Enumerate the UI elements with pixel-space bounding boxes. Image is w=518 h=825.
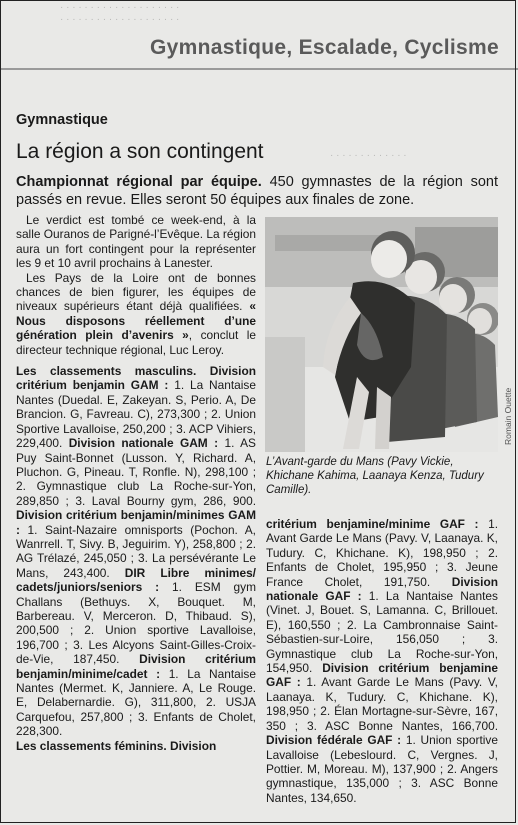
men-results-heading: Les classements masculins. (16, 364, 197, 379)
director-quote: « Nous disposons réellement d’une génération plein d’avenirs » (16, 299, 257, 343)
photo-caption: L’Avant-garde du Mans (Pavy Vickie, Khichane Kahima, Laanaya Kenza, Tudury Camille). (266, 456, 484, 496)
division-results: 1. Avant Garde Le Mans (Pavy. V, Laanaya. K, Tudury. C, Khichane. K), 198,950 ; 2. Élan Mortagne-sur-Sèvre, 167, 350 ; 3. ASC Bonne Nantes, 166,700. (266, 675, 498, 733)
division-label: DIR Libre minimes/ cadets/juniors/seniors : (16, 565, 256, 595)
division-results: 1. Avant Garde Le Mans (Pavy. V, Laanaya. K, Tudury. C, Khichane. K), 198,950 ; 2. Enfants de Cholet, 195,950 ; 3. Jeune France Cholet, 191,750. (266, 517, 498, 589)
division-label: Division (166, 738, 217, 753)
photo-credit: Romain Ouette (503, 387, 513, 445)
women-results-heading: Les classements féminins. (16, 738, 167, 753)
intro-text: 450 gymnastes de la région sont passés en revue. Elles seront 50 équipes aux finales de zone. (16, 174, 498, 208)
division-label: Division nationale GAM : (68, 436, 225, 451)
division-results: 1. AS Puy Saint-Bonnet (Lusson. Y, Richard. A, Pluchon. G, Pineau. T, Ronfle. N), 298,100 ; 2. Gymnastique club La Roche-sur-Yon, 289,850 ; 3. Laval Bourny gym, 286, 900. (16, 436, 256, 508)
division-label: critérium benjamine/minime GAF : (266, 517, 489, 531)
division-label: Division fédérale GAF : (266, 733, 406, 748)
division-results: 1. La Nantaise Nantes (Mermet. K, Janniere. A, Le Rouge. E, Delabernardie. G), 311,800, 2. USJA Carquefou, 257,800 ; 3. Enfants de Cholet, 228,300. (16, 666, 256, 739)
article-headline: La région a son contingent (16, 140, 264, 163)
division-results: 1. La Nantaise Nantes (Vinet. J, Bouet. S, Lamanna. C, Brillouet. E), 160,550 ; 2. La Cambronnaise Saint-Sébastien-sur-Loire, 156,050 ; 3. Gymnastique club La Roche-sur-Yon, 154,950. (266, 589, 498, 676)
division-results: 1. ESM gym Challans (Bethuys. X, Bouquet. M, Barbereau. V, Merceron. D, Thibaud. S), 200,500 ; 2. Union sportive Lavalloise, 196,700 ; 3. Les Alcyons Saint-Gilles-Croix-de-Vie, 187,450. (16, 580, 256, 667)
show-through-texture: · · · · · · · · · · · · · (330, 150, 407, 161)
division-results: 1. Saint-Nazaire omnisports (Pochon. A, Wanrrell. T, Sivy. B, Jeguirim. Y), 258,800 ; 2. AG Trélazé, 245,050 ; 3. La persévérante Le Mans, 243,400. (16, 522, 256, 580)
section-title: Gymnastique, Escalade, Cyclisme (150, 36, 499, 59)
paragraph-verdict: Le verdict est tombé ce week-end, à la salle Ouranos de Parigné-l’Evêque. La région aura un fort contingent pour la représenter les 9 et 10 avril prochains à Lanester. (16, 213, 256, 271)
division-label: Division critérium benjamin/minime/cadet : (16, 652, 256, 681)
show-through-texture: · · · · · · · · · · · · · · · · · · · · (60, 14, 180, 25)
show-through-texture: · · · · · · · · · · · · · · · · · · · · (60, 2, 180, 13)
intro-lead: Championnat régional par équipe. (16, 174, 262, 190)
division-results: 1. Union sportive Lavalloise (Lebeslourd. C, Vergnes. J, Pottier. M, Moreau. M), 137,900 ; 2. Angers gymnastique, 135,000 ; 3. ASC Bonne Nantes, 134,650. (266, 733, 498, 805)
division-label: Division critérium benjamin GAM : (16, 364, 256, 393)
division-results: 1. La Nantaise Nantes (Duedal. E, Zakeyan. S, Perio. A, De Brancion. G, Favreau. C), 273,300 ; 2. Union Sportive Lavalloise, 250,200 ; 3. ACP Vihiers, 229,400. (16, 378, 256, 451)
division-label: Division nationale GAF : (266, 574, 498, 604)
article-kicker: Gymnastique (16, 112, 108, 128)
division-label: Division critérium benjamin/minimes GAM : (16, 508, 256, 537)
division-label: Division critérium benjamine GAF : (266, 661, 498, 690)
paragraph-chances-text: Les Pays de la Loire ont de bonnes chances de bien figurer, les équipes de niveaux supérieurs étant déjà qualifiées. (16, 270, 256, 314)
quote-attribution: , conclut le directeur technique régional, Luc Leroy. (16, 328, 256, 357)
